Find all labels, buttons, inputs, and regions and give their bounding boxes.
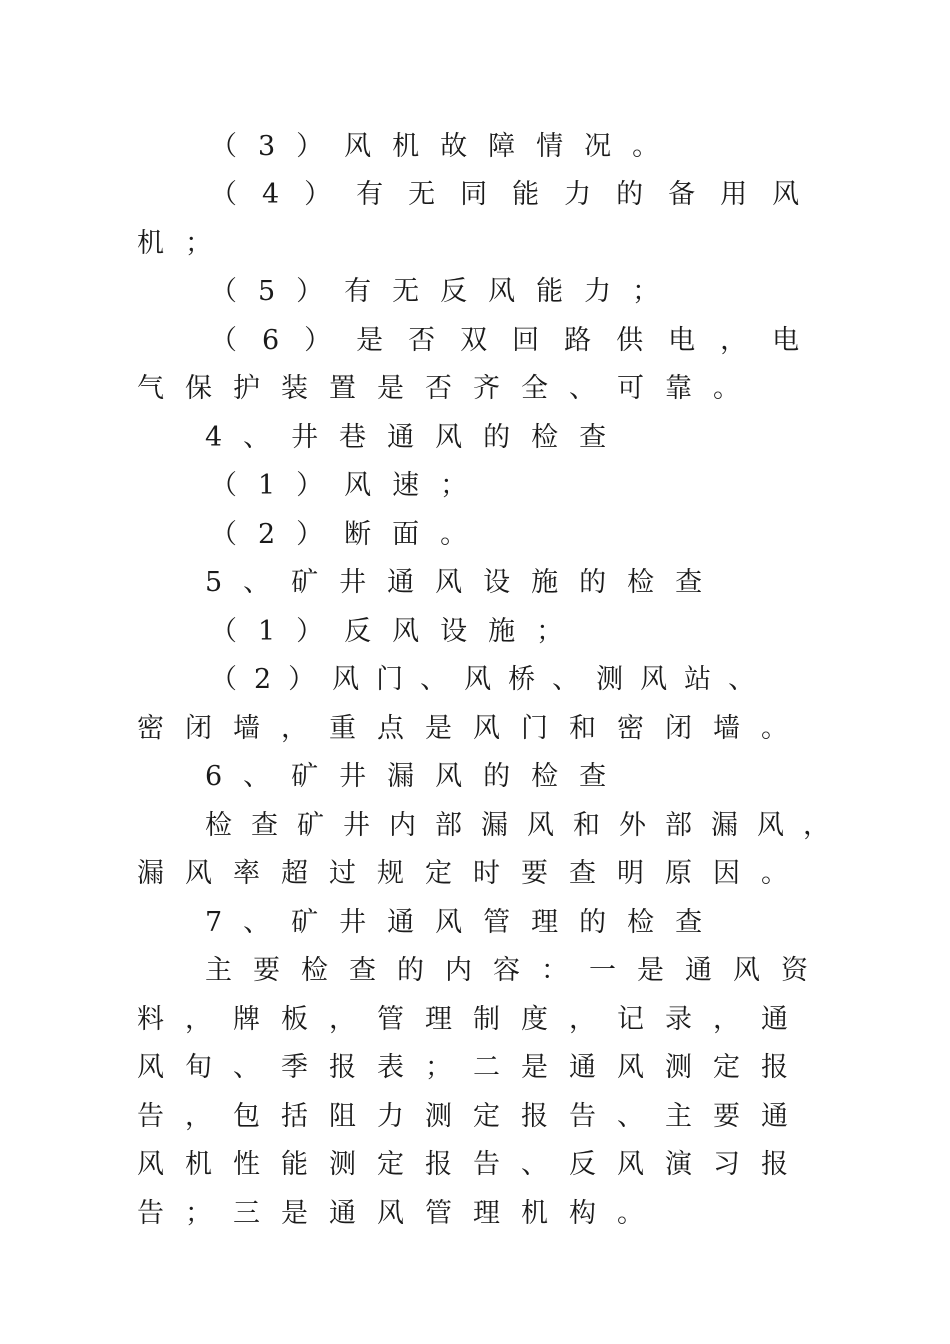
text-line: 料，牌板，管理制度，记录，通 bbox=[137, 1004, 809, 1035]
text-line: 告，包括阻力测定报告、主要通 bbox=[137, 1101, 809, 1132]
text-line: 密闭墙，重点是风门和密闭墙。 bbox=[137, 713, 809, 744]
text-line: （1）风速； bbox=[210, 470, 489, 501]
text-line: 主要检查的内容：一是通风资 bbox=[205, 955, 829, 986]
text-line: （3）风机故障情况。 bbox=[210, 131, 681, 162]
text-line: 风旬、季报表；二是通风测定报 bbox=[137, 1052, 809, 1083]
text-line: （2）断面。 bbox=[210, 519, 489, 550]
text-line: 检查矿井内部漏风和外部漏风， bbox=[205, 810, 849, 841]
text-line: （5）有无反风能力； bbox=[210, 276, 681, 307]
section-heading: 7、矿井通风管理的检查 bbox=[205, 907, 724, 938]
text-line: 漏风率超过规定时要查明原因。 bbox=[137, 858, 809, 889]
text-line: （2）风门、风桥、测风站、 bbox=[210, 664, 773, 695]
text-line: 风机性能测定报告、反风演习报 bbox=[137, 1149, 809, 1180]
text-line: 机； bbox=[137, 228, 233, 259]
text-line: 气保护装置是否齐全、可靠。 bbox=[137, 373, 761, 404]
text-line: （4）有无同能力的备用风 bbox=[210, 179, 825, 210]
section-heading: 5、矿井通风设施的检查 bbox=[205, 567, 724, 598]
section-heading: 6、矿井漏风的检查 bbox=[205, 761, 628, 792]
text-line: （6）是否双回路供电，电 bbox=[210, 325, 825, 356]
section-heading: 4、井巷通风的检查 bbox=[205, 422, 628, 453]
text-line: 告；三是通风管理机构。 bbox=[137, 1198, 665, 1229]
text-line: （1）反风设施； bbox=[210, 616, 585, 647]
